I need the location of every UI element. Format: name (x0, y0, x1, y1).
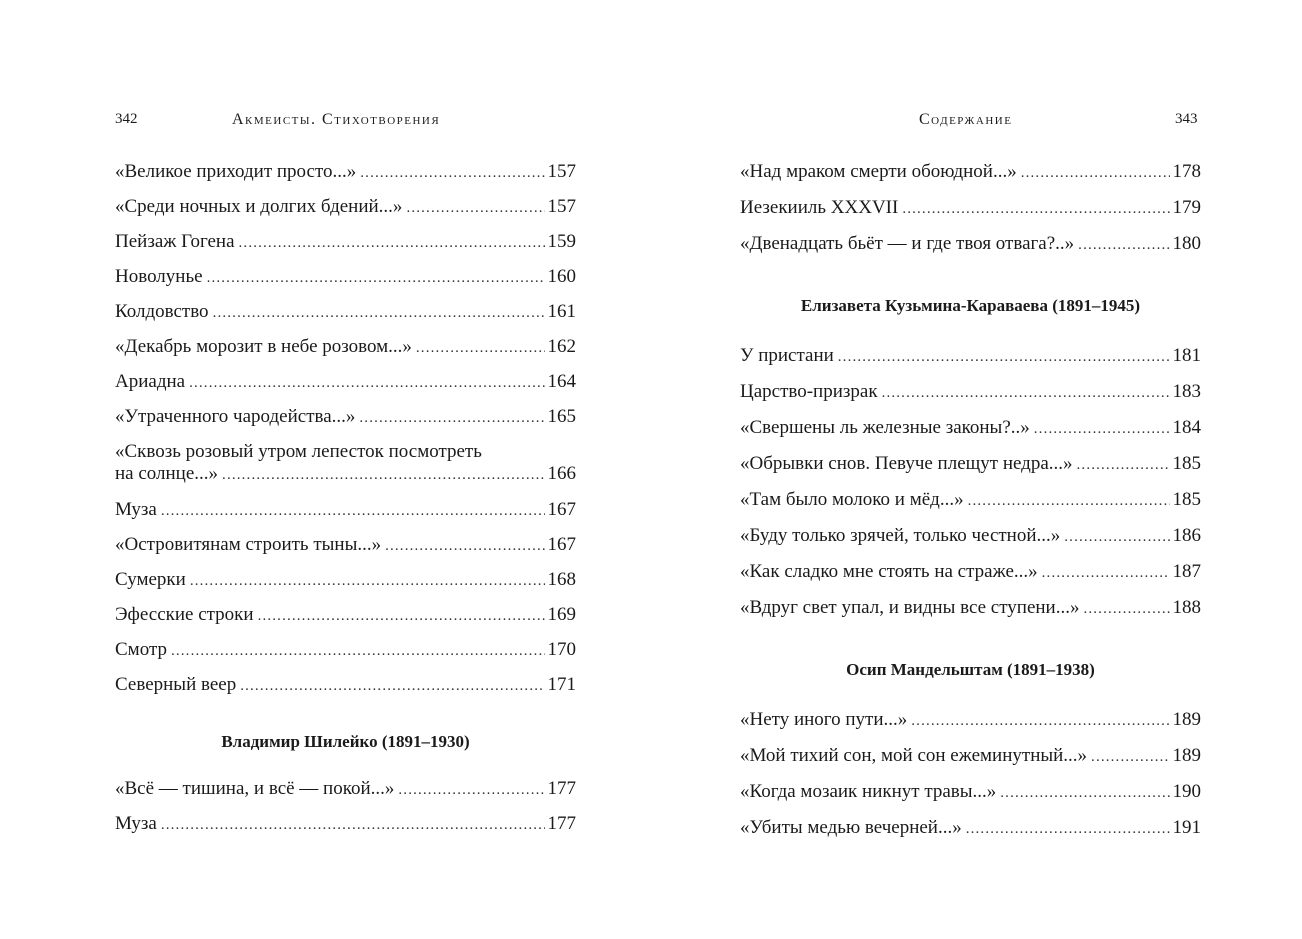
toc-entry-page: 168 (547, 569, 576, 590)
toc-entry-title: Колдовство (115, 301, 209, 322)
toc-entry-page: 161 (547, 301, 576, 322)
dot-leader (1083, 598, 1169, 620)
toc-entry-page: 190 (1172, 781, 1201, 802)
toc-entry-title: Пейзаж Гогена (115, 231, 235, 252)
toc-entry-title: Сумерки (115, 569, 186, 590)
toc-entry[interactable] (115, 639, 576, 674)
dot-leader (1021, 162, 1170, 184)
toc-entry-page: 167 (547, 534, 576, 555)
toc-left-column (115, 161, 576, 848)
toc-entry-title: Иезекииль XXXVII (740, 197, 899, 218)
toc-entry-page: 162 (547, 336, 576, 357)
running-head-right: Содержание (919, 111, 1013, 128)
toc-entry-title: «Вдруг свет упал, и видны все ступени...» (740, 597, 1080, 618)
toc-entry-page: 179 (1172, 197, 1201, 218)
dot-leader (240, 675, 544, 697)
toc-entry-page: 159 (547, 231, 576, 252)
toc-entry[interactable] (740, 417, 1201, 453)
toc-entry-page: 184 (1172, 417, 1201, 438)
author-heading: Осип Мандельштам (1891–1938) (846, 660, 1095, 679)
toc-entry-page: 164 (547, 371, 576, 392)
toc-entry[interactable] (115, 534, 576, 569)
dot-leader (1064, 526, 1169, 548)
dot-leader (902, 198, 1169, 220)
toc-entry-title: Новолунье (115, 266, 203, 287)
toc-entry-page: 157 (547, 196, 576, 217)
toc-entry-title: «Над мраком смерти обоюдной...» (740, 161, 1017, 182)
toc-entry-title: «Когда мозаик никнут травы...» (740, 781, 997, 802)
toc-entry-page: 170 (547, 639, 576, 660)
toc-entry-page: 191 (1172, 817, 1201, 838)
toc-entry-page: 186 (1172, 525, 1201, 546)
page-number-right: 343 (1175, 111, 1198, 127)
toc-entry-title: «Всё — тишина, и всё — покой...» (115, 778, 395, 799)
toc-entry-page: 185 (1172, 489, 1201, 510)
toc-entry-page: 169 (547, 604, 576, 625)
toc-entry-title: Муза (115, 499, 157, 520)
toc-entry[interactable] (115, 778, 576, 813)
toc-entry-title: «Как сладко мне стоять на страже...» (740, 561, 1038, 582)
toc-entry-page: 160 (547, 266, 576, 287)
dot-leader (190, 570, 545, 592)
toc-entry-title: «Буду только зрячей, только честной...» (740, 525, 1061, 546)
toc-entry-page: 171 (547, 674, 576, 695)
toc-entry-title: «Островитянам строить тыны...» (115, 534, 382, 555)
toc-entry[interactable] (740, 561, 1201, 597)
toc-entry-title-line1: «Сквозь розовый утром лепесток посмотреть (115, 441, 482, 462)
toc-entry-page: 181 (1172, 345, 1201, 366)
toc-entry[interactable] (115, 371, 576, 406)
running-head-left: Акмеисты. Стихотворения (232, 111, 441, 128)
toc-entry-page: 183 (1172, 381, 1201, 402)
toc-entry[interactable] (740, 597, 1201, 633)
dot-leader (968, 490, 1170, 512)
dot-leader (882, 382, 1170, 404)
toc-entry-page: 177 (547, 813, 576, 834)
toc-entry-page: 167 (547, 499, 576, 520)
toc-entry[interactable] (740, 161, 1201, 197)
toc-entry-page: 188 (1172, 597, 1201, 618)
page-number-left: 342 (115, 111, 138, 127)
author-heading: Елизавета Кузьмина-Караваева (1891–1945) (800, 296, 1141, 315)
toc-entry-title: «Среди ночных и долгих бдений...» (115, 196, 403, 217)
toc-entry-title-line2: на солнце...» (115, 463, 219, 484)
toc-entry-page: 187 (1172, 561, 1201, 582)
toc-entry-page: 157 (547, 161, 576, 182)
toc-entry-title: Северный веер (115, 674, 237, 695)
dot-leader (911, 710, 1169, 732)
dot-leader (1000, 782, 1169, 804)
dot-leader (161, 814, 545, 836)
toc-entry-page: 189 (1172, 709, 1201, 730)
toc-entry[interactable] (740, 817, 1201, 853)
toc-entry-title: «Там было молоко и мёд...» (740, 489, 964, 510)
toc-entry[interactable] (740, 709, 1201, 745)
toc-entry-title: Эфесские строки (115, 604, 254, 625)
toc-entry[interactable] (115, 406, 576, 441)
dot-leader (213, 302, 545, 324)
toc-entry[interactable] (740, 345, 1201, 381)
dot-leader (258, 605, 545, 627)
dot-leader (838, 346, 1170, 368)
dot-leader (1091, 746, 1169, 768)
toc-entry-title: «Убиты медью вечерней...» (740, 817, 962, 838)
dot-leader (207, 267, 545, 289)
toc-entry-page: 165 (547, 406, 576, 427)
dot-leader (966, 818, 1170, 840)
toc-entry[interactable] (740, 233, 1201, 269)
toc-entry-title: «Обрывки снов. Певуче плещут недра...» (740, 453, 1073, 474)
toc-entry[interactable] (115, 674, 576, 709)
toc-entry-page: 180 (1172, 233, 1201, 254)
toc-entry-title: «Свершены ль железные законы?..» (740, 417, 1030, 438)
toc-entry-title: «Великое приходит просто...» (115, 161, 357, 182)
toc-entry-title: «Утраченного чародейства...» (115, 406, 356, 427)
toc-entry[interactable] (115, 336, 576, 371)
toc-entry[interactable] (115, 161, 576, 196)
toc-entry-page: 189 (1172, 745, 1201, 766)
dot-leader (1042, 562, 1170, 584)
dot-leader (385, 535, 544, 557)
dot-leader (416, 337, 545, 359)
dot-leader (171, 640, 545, 662)
toc-entry-title: Муза (115, 813, 157, 834)
dot-leader (398, 779, 544, 801)
toc-entry[interactable] (115, 231, 576, 266)
dot-leader (360, 162, 544, 184)
toc-entry-title: «Двенадцать бьёт — и где твоя отвага?..» (740, 233, 1075, 254)
toc-entry[interactable] (740, 745, 1201, 781)
dot-leader (239, 232, 545, 254)
toc-entry[interactable] (115, 301, 576, 336)
toc-entry[interactable] (740, 197, 1201, 233)
toc-entry[interactable] (115, 499, 576, 534)
toc-entry-page: 177 (547, 778, 576, 799)
toc-entry-page: 166 (547, 463, 576, 484)
dot-leader (1034, 418, 1170, 440)
toc-entry-title: Смотр (115, 639, 167, 660)
toc-entry-page: 178 (1172, 161, 1201, 182)
toc-entry[interactable] (115, 569, 576, 604)
toc-entry[interactable] (115, 266, 576, 301)
toc-entry-title: У пристани (740, 345, 834, 366)
toc-entry[interactable] (115, 196, 576, 231)
dot-leader (1078, 234, 1169, 256)
dot-leader (189, 372, 544, 394)
dot-leader (161, 500, 545, 522)
toc-entry[interactable] (740, 489, 1201, 525)
toc-right-column (740, 161, 1201, 853)
toc-entry[interactable] (740, 525, 1201, 561)
author-heading: Владимир Шилейко (1891–1930) (221, 732, 470, 751)
toc-entry-title: «Мой тихий сон, мой сон ежеминутный...» (740, 745, 1088, 766)
toc-entry-title: «Нету иного пути...» (740, 709, 908, 730)
toc-entry[interactable] (115, 441, 576, 499)
toc-entry[interactable] (115, 813, 576, 848)
toc-entry[interactable] (740, 781, 1201, 817)
dot-leader (359, 407, 544, 429)
toc-entry[interactable] (740, 381, 1201, 417)
dot-leader (406, 197, 544, 219)
toc-entry[interactable] (740, 453, 1201, 489)
dot-leader (222, 464, 544, 486)
toc-entry-page: 185 (1172, 453, 1201, 474)
dot-leader (1077, 454, 1170, 476)
toc-entry[interactable] (115, 604, 576, 639)
toc-entry-title: Царство-призрак (740, 381, 878, 402)
toc-entry-title: Ариадна (115, 371, 186, 392)
toc-entry-title: «Декабрь морозит в небе розовом...» (115, 336, 412, 357)
